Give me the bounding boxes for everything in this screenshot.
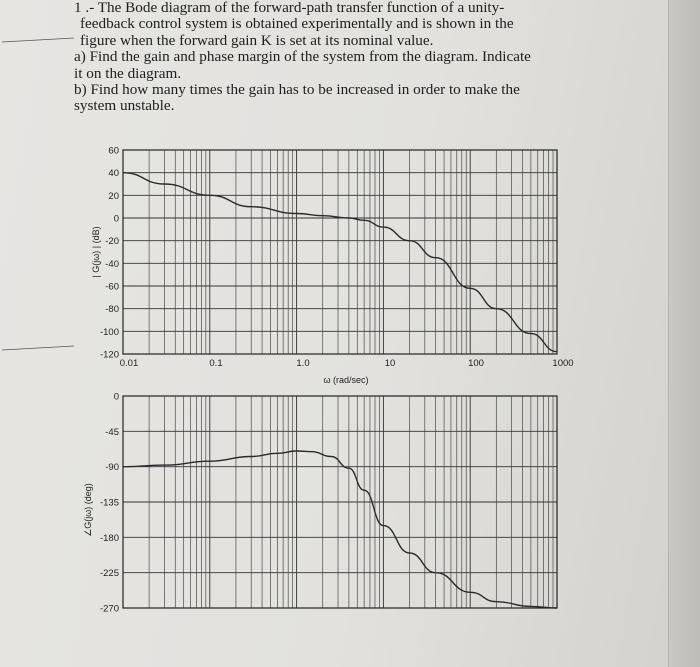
y-tick-label: -40 <box>105 258 119 270</box>
y-tick-label: -270 <box>99 603 119 615</box>
problem-line: b) Find how many times the gain has to be increased in order to make the <box>74 81 520 99</box>
y-tick-label: -180 <box>99 532 119 544</box>
plot-frame <box>123 150 557 354</box>
problem-line: system unstable. <box>74 97 175 115</box>
x-tick-label: 1000 <box>552 358 574 369</box>
y-tick-label: -225 <box>99 568 119 580</box>
x-tick-label: 100 <box>468 358 484 369</box>
magnitude-curve <box>123 173 557 352</box>
y-tick-label: 0 <box>113 213 119 225</box>
x-tick-label: 0.1 <box>209 358 223 369</box>
y-tick-label: -90 <box>105 462 119 474</box>
problem-line: figure when the forward gain K is set at its nominal value. <box>80 31 434 49</box>
y-tick-label: -100 <box>99 326 119 338</box>
x-tick-label: 0.01 <box>119 358 139 369</box>
magnitude-axis-label: | G(jω) | (dB) <box>91 226 101 278</box>
magnitude-plot <box>100 146 574 370</box>
phase-curve <box>123 451 557 608</box>
y-tick-label: -45 <box>105 426 119 438</box>
problem-line: feedback control system is obtained experimentally and is shown in the <box>80 15 514 33</box>
x-axis-label: ω (rad/sec) <box>323 375 369 385</box>
y-tick-label: 40 <box>108 168 119 180</box>
y-tick-label: -60 <box>105 281 119 293</box>
y-tick-label: -20 <box>105 236 119 248</box>
y-tick-label: -80 <box>105 304 119 316</box>
problem-line: 1 .- The Bode diagram of the forward-path transfer function of a unity- <box>74 0 505 16</box>
problem-line: it on the diagram. <box>74 64 182 82</box>
y-tick-label: 60 <box>108 145 119 157</box>
y-tick-label: -120 <box>99 349 119 361</box>
pencil-mark <box>2 38 74 42</box>
pencil-mark <box>2 346 74 350</box>
y-tick-label: -135 <box>99 497 119 509</box>
problem-line: a) Find the gain and phase margin of the system from the diagram. Indicate <box>74 48 531 66</box>
phase-axis-label: ∠G(jω) (deg) <box>83 483 93 537</box>
y-tick-label: 0 <box>113 391 119 403</box>
phase-plot <box>100 392 557 615</box>
x-tick-label: 1.0 <box>296 358 310 369</box>
y-tick-label: 20 <box>108 190 119 202</box>
x-tick-label: 10 <box>384 358 396 369</box>
